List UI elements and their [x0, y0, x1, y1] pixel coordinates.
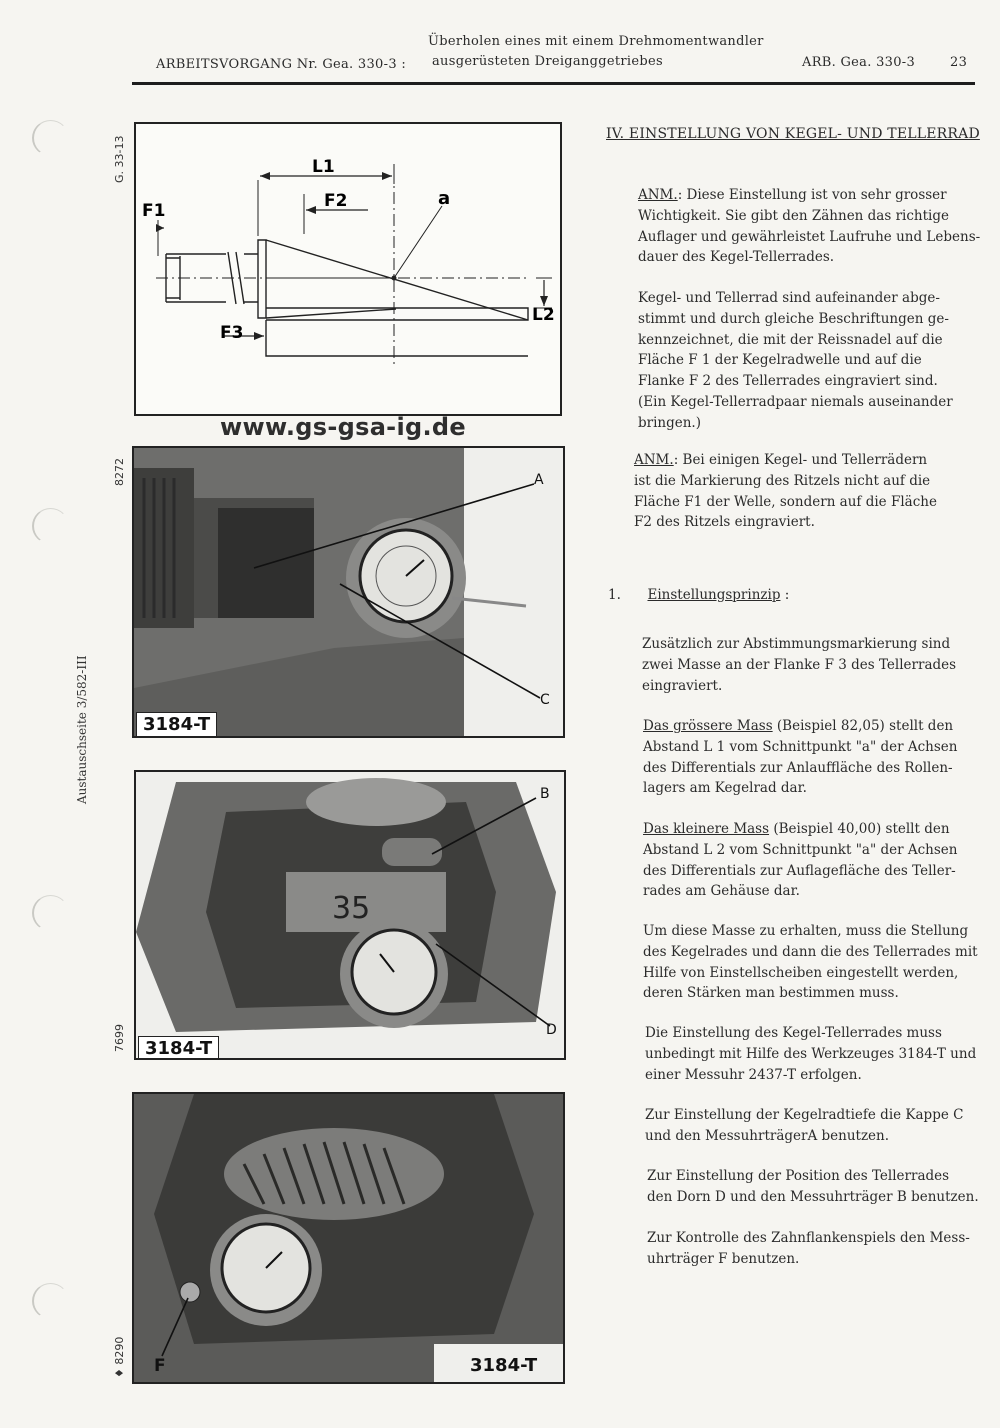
section-title: IV. EINSTELLUNG VON KEGEL- UND TELLERRAD	[606, 126, 980, 142]
replacement-page-note: Austauschseite 3/582-III	[75, 655, 89, 804]
photo-3-callout-f: F	[154, 1356, 166, 1376]
pinion-diagram-svg	[136, 124, 560, 414]
diagram-label-a: a	[438, 188, 451, 209]
page-number: 23	[950, 55, 968, 70]
paragraph-shims: Um diese Masse zu erhalten, muss die Stellung des Kegelrades und dann die des Tellerrades mit Hilfe von Einstellscheiben eingestellt werden, deren Stärken man bestimmen muss.	[643, 923, 978, 1002]
photo-2-illustration	[136, 772, 564, 1058]
paragraph-tools: Die Einstellung des Kegel-Tellerrades muss unbedingt mit Hilfe des Werkzeuges 3184-T und einer Messuhr 2437-T erfolgen.	[645, 1025, 977, 1083]
photo-1-illustration	[134, 448, 563, 736]
photo-2-gear-marking: 35	[332, 891, 371, 926]
binder-hole-top	[32, 120, 69, 156]
note-1: ANM.: Diese Einstellung ist von sehr grosser Wichtigkeit. Sie gibt den Zähnen das richtige Auflager und gewährleistet Laufruhe und Lebens- dauer des Kegel-Tellerrades.	[638, 187, 981, 266]
paragraph-additional-marks: Zusätzlich zur Abstimmungsmarkierung sind zwei Masse an der Flanke F 3 des Tellerrades eingraviert.	[642, 636, 957, 694]
header-ref: ARB. Gea. 330-3	[802, 55, 916, 70]
binder-hole-lower-middle	[32, 895, 69, 931]
note-2-label: ANM.	[634, 452, 674, 468]
header-title-line1: Überholen eines mit einem Drehmomentwandler	[428, 34, 764, 49]
figure-id-diagram: G. 33-13	[113, 135, 126, 183]
diagram-label-f2: F2	[324, 191, 348, 211]
photo-3-tool-label: 3184-T	[470, 1355, 538, 1376]
photo-backlash-check	[132, 1092, 565, 1384]
paragraph-matching-marks: Kegel- und Tellerrad sind aufeinander abge- stimmt und durch gleiche Beschriftungen ge- kennzeichnet, die mit der Reissnadel auf die Fläche F 1 der Kegelradwelle und auf die Flanke F 2 des Tellerrades eingraviert sind. (Ein Kegel-Tellerradpaar niemals auseinander bringen.)	[638, 290, 953, 431]
watermark-url: www.gs-gsa-ig.de	[220, 413, 466, 441]
photo-ring-gear-adjustment	[134, 770, 566, 1060]
figure-id-photo-2: 7699	[113, 1024, 126, 1052]
note-1-label: ANM.	[638, 187, 678, 203]
photo-3-illustration	[134, 1094, 563, 1382]
paragraph-backlash: Zur Kontrolle des Zahnflankenspiels den Mess- uhrträger F benutzen.	[647, 1230, 970, 1267]
binder-hole-upper-middle	[32, 508, 69, 544]
header-title-line2: ausgerüsteten Dreiganggetriebes	[432, 54, 663, 69]
photo-1-callout-c: C	[540, 692, 550, 708]
item-title: Einstellungsprinzip	[647, 587, 781, 603]
binder-hole-bottom	[32, 1283, 69, 1319]
item-number: 1.	[608, 587, 621, 603]
diagram-label-f1: F1	[142, 201, 166, 221]
item-heading: 1. Einstellungsprinzip :	[608, 587, 790, 603]
paragraph-larger-dimension: Das grössere Mass (Beispiel 82,05) stellt den Abstand L 1 vom Schnittpunkt "a" der Achsen des Differentials zur Anlauffläche des Rollen- lagers am Kegelrad dar.	[643, 718, 958, 797]
larger-dimension-label: Das grössere Mass	[643, 718, 773, 734]
diagram-label-f3: F3	[220, 323, 244, 343]
photo-1-callout-a: A	[534, 472, 544, 488]
paragraph-smaller-dimension: Das kleinere Mass (Beispiel 40,00) stellt den Abstand L 2 vom Schnittpunkt "a" der Achsen des Differentials zur Auflagefläche des Teller- rades am Gehäuse dar.	[643, 821, 958, 900]
header-rule	[132, 82, 975, 85]
figure-id-photo-1: 8272	[113, 458, 126, 486]
note-2: ANM.: Bei einigen Kegel- und Tellerrädern ist die Markierung des Ritzels nicht auf die Fläche F1 der Welle, sondern auf die Fläche F2 des Ritzels eingraviert.	[634, 452, 937, 531]
photo-2-callout-b: B	[540, 786, 550, 802]
diagram-label-l1: L1	[312, 157, 335, 177]
photo-1-tool-label: 3184-T	[136, 712, 217, 738]
smaller-dimension-label: Das kleinere Mass	[643, 821, 770, 837]
paragraph-ring-gear-position: Zur Einstellung der Position des Tellerrades den Dorn D und den Messuhrträger B benutzen.	[647, 1168, 979, 1205]
paragraph-pinion-depth: Zur Einstellung der Kegelradtiefe die Kappe C und den MessuhrträgerA benutzen.	[645, 1107, 964, 1144]
technical-diagram	[134, 122, 562, 416]
figure-id-photo-3: ♦ 8290	[113, 1336, 126, 1378]
photo-2-callout-d: D	[546, 1022, 557, 1038]
header-left: ARBEITSVORGANG Nr. Gea. 330-3 :	[156, 57, 407, 72]
photo-pinion-adjustment	[132, 446, 565, 738]
diagram-label-l2: L2	[532, 305, 555, 325]
photo-2-tool-label: 3184-T	[138, 1036, 219, 1060]
